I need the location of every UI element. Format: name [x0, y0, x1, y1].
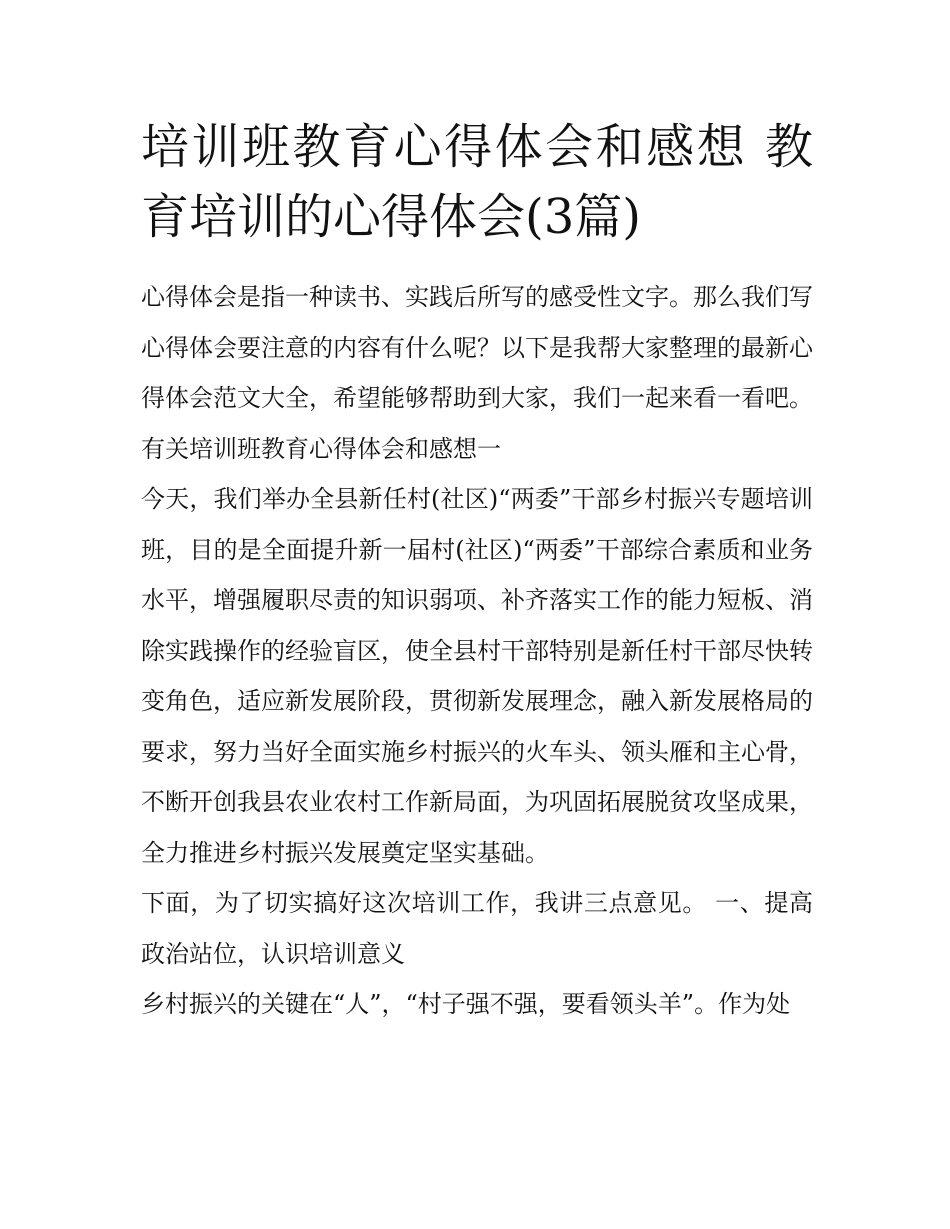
- document-title: 培训班教育心得体会和感想 教育培训的心得体会(3篇): [141, 119, 813, 245]
- body-paragraph: 下面，为了切实搞好这次培训工作，我讲三点意见。 一、提高政治站位，认识培训意义: [141, 889, 813, 968]
- document-body: [141, 112, 813, 1030]
- section-heading: 有关培训班教育心得体会和感想一: [141, 434, 501, 463]
- intro-paragraph: 心得体会是指一种读书、实践后所写的感受性文字。那么我们写心得体会要注意的内容有什么呢？以下是我帮大家整理的最新心得体会范文大全，希望能够帮助到大家，我们一起来看一看吧。: [141, 283, 813, 412]
- body-paragraph: 今天，我们举办全县新任村(社区)“两委”干部乡村振兴专题培训班，目的是全面提升新一届村(社区)“两委”干部综合素质和业务水平，增强履职尽责的知识弱项、补齐落实工作的能力短板、消除实践操作的经验盲区，使全县村干部特别是新任村干部尽快转变角色，适应新发展阶段，贯彻新发展理念，融入新发展格局的要求，努力当好全面实施乡村振兴的火车头、领头雁和主心骨，不断开创我县农业农村工作新局面，为巩固拓展脱贫攻坚成果，全力推进乡村振兴发展奠定坚实基础。: [141, 485, 813, 867]
- body-paragraph: 乡村振兴的关键在“人”，“村子强不强，要看领头羊”。作为处: [141, 990, 791, 1018]
